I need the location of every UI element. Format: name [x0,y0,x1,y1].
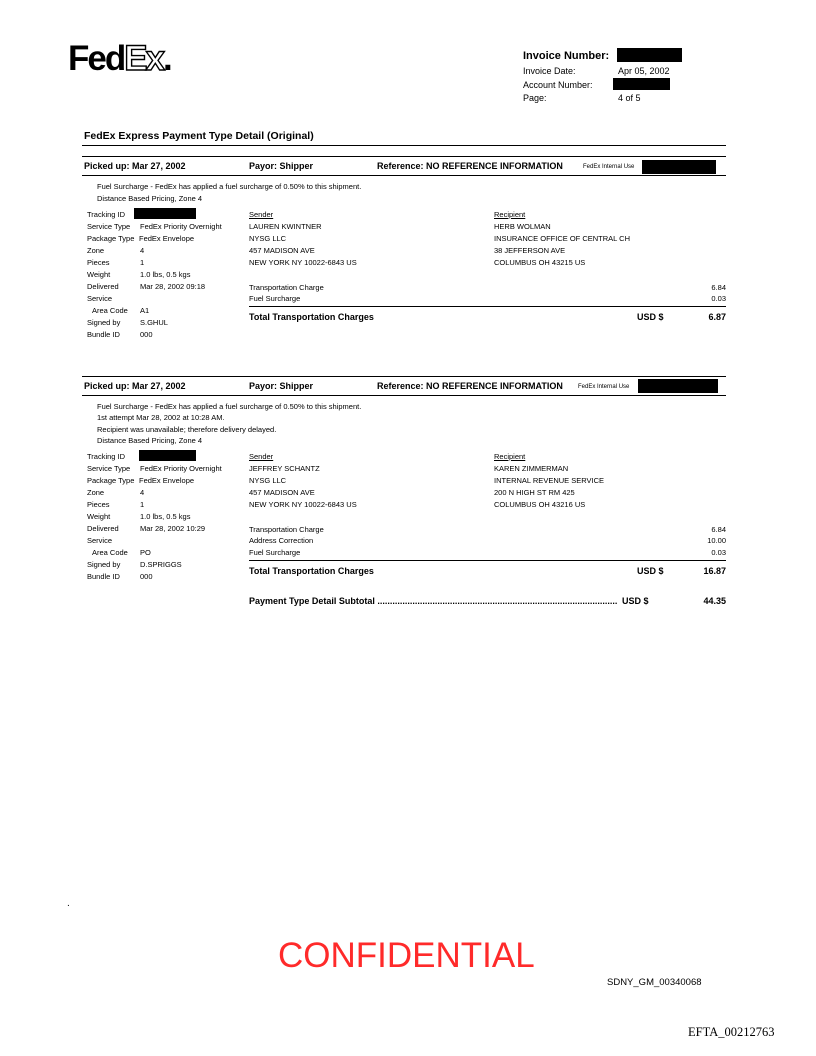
sender-line: NYSG LLC [249,234,287,243]
detail-value: PO [140,548,151,557]
charge-label: Fuel Surcharge [249,548,301,557]
detail-value: D.SPRIGGS [140,560,182,569]
recipient-line: KAREN ZIMMERMAN [494,464,569,473]
detail-value: 1 [140,258,145,267]
detail-value: 1 [140,500,145,509]
detail-value: Mar 28, 2002 09:18 [140,282,206,291]
shipment-note: Fuel Surcharge - FedEx has applied a fuel surcharge of 0.50% to this shipment. [97,402,362,411]
detail-value: FedEx Envelope [139,476,195,485]
detail-label: Zone [87,488,105,497]
detail-label: Delivered [87,282,119,291]
total-label: Total Transportation Charges [249,312,374,322]
internal-use-label: FedEx Internal Use [578,384,630,390]
charge-amount: 10.00 [707,536,726,545]
detail-value: 000 [140,330,153,339]
recipient-line: 200 N HIGH ST RM 425 [494,488,575,497]
detail-label: Zone [87,246,105,255]
detail-label: Package Type [87,234,135,243]
sender-heading: Sender [249,210,274,219]
detail-value: FedEx Priority Overnight [140,222,222,231]
picked-up-date: Picked up: Mar 27, 2002 [84,381,186,391]
detail-label: Bundle ID [87,330,120,339]
shipment-note: Distance Based Pricing, Zone 4 [97,436,203,445]
invoice-date-label: Invoice Date: [523,66,576,76]
detail-label: Area Code [92,306,128,315]
recipient-line: COLUMBUS OH 43215 US [494,258,586,267]
redaction-box [617,48,682,62]
stray-mark: . [67,898,70,909]
recipient-line: 38 JEFFERSON AVE [494,246,566,255]
sender-line: 457 MADISON AVE [249,488,315,497]
payor: Payor: Shipper [249,381,314,391]
redaction-box [139,450,196,461]
bates-number: SDNY_GM_00340068 [607,977,702,988]
divider [82,156,726,157]
detail-label: Service Type [87,464,131,473]
sender-line: NYSG LLC [249,476,287,485]
divider [82,145,726,146]
efta-number: EFTA_00212763 [688,1025,775,1039]
reference: Reference: NO REFERENCE INFORMATION [377,161,563,171]
detail-value: 000 [140,572,153,581]
divider [249,306,726,307]
reference: Reference: NO REFERENCE INFORMATION [377,381,563,391]
detail-label: Tracking ID [87,452,126,461]
subtotal-amount: 44.35 [703,596,726,606]
subtotal-currency: USD $ [622,596,649,606]
account-number-label: Account Number: [523,80,593,90]
total-amount: 16.87 [703,566,726,576]
detail-label: Bundle ID [87,572,120,581]
recipient-line: INSURANCE OFFICE OF CENTRAL CH [494,234,630,243]
detail-label: Package Type [87,476,135,485]
payor: Payor: Shipper [249,161,314,171]
detail-label: Service [87,536,113,545]
charge-amount: 0.03 [711,294,726,303]
fedex-logo: FedEx. [68,39,173,78]
picked-up-date: Picked up: Mar 27, 2002 [84,161,186,171]
charge-label: Address Correction [249,536,314,545]
detail-value: Mar 28, 2002 10:29 [140,524,206,533]
total-label: Total Transportation Charges [249,566,374,576]
total-amount: 6.87 [708,312,726,322]
charge-amount: 0.03 [711,548,726,557]
redaction-box [638,379,718,393]
total-currency: USD $ [637,312,664,322]
detail-label: Service Type [87,222,131,231]
charge-amount: 6.84 [711,283,726,292]
recipient-heading: Recipient [494,452,526,461]
section-title: FedEx Express Payment Type Detail (Original) [84,130,314,142]
detail-label: Tracking ID [87,210,126,219]
detail-label: Signed by [87,560,121,569]
divider [82,376,726,377]
shipment-note: Fuel Surcharge - FedEx has applied a fuel surcharge of 0.50% to this shipment. [97,182,362,191]
detail-label: Signed by [87,318,121,327]
recipient-heading: Recipient [494,210,526,219]
detail-value: 4 [140,246,145,255]
divider [82,395,726,396]
charge-amount: 6.84 [711,525,726,534]
recipient-line: INTERNAL REVENUE SERVICE [494,476,605,485]
shipment-note: Distance Based Pricing, Zone 4 [97,194,203,203]
detail-label: Pieces [87,258,110,267]
invoice-number-label: Invoice Number: [523,50,610,62]
sender-line: LAUREN KWINTNER [249,222,322,231]
total-currency: USD $ [637,566,664,576]
charge-label: Transportation Charge [249,525,324,534]
detail-value: 4 [140,488,145,497]
subtotal-label: Payment Type Detail Subtotal ................................................................................................ [249,596,618,606]
sender-line: NEW YORK NY 10022-6843 US [249,500,357,509]
detail-value: A1 [140,306,150,315]
detail-label: Weight [87,512,111,521]
detail-value: 1.0 lbs, 0.5 kgs [140,512,191,521]
detail-label: Area Code [92,548,128,557]
page-label: Page: [523,93,547,103]
detail-value: FedEx Priority Overnight [140,464,222,473]
detail-value: FedEx Envelope [139,234,195,243]
detail-label: Weight [87,270,111,279]
divider [249,560,726,561]
charge-label: Fuel Surcharge [249,294,301,303]
detail-label: Delivered [87,524,119,533]
detail-label: Service [87,294,113,303]
redaction-box [134,208,196,219]
shipment-note: 1st attempt Mar 28, 2002 at 10:28 AM. [97,413,225,422]
divider [82,175,726,176]
sender-line: 457 MADISON AVE [249,246,315,255]
sender-heading: Sender [249,452,274,461]
detail-value: S.GHUL [140,318,168,327]
charge-label: Transportation Charge [249,283,324,292]
recipient-line: HERB WOLMAN [494,222,551,231]
detail-value: 1.0 lbs, 0.5 kgs [140,270,191,279]
sender-line: JEFFREY SCHANTZ [249,464,320,473]
page-value: 4 of 5 [618,93,641,103]
internal-use-label: FedEx Internal Use [583,164,635,170]
recipient-line: COLUMBUS OH 43216 US [494,500,586,509]
sender-line: NEW YORK NY 10022-6843 US [249,258,357,267]
confidential-stamp: CONFIDENTIAL [278,936,535,975]
detail-label: Pieces [87,500,110,509]
invoice-date-value: Apr 05, 2002 [618,66,670,76]
redaction-box [642,160,716,174]
redaction-box [613,78,670,90]
shipment-note: Recipient was unavailable; therefore delivery delayed. [97,425,277,434]
